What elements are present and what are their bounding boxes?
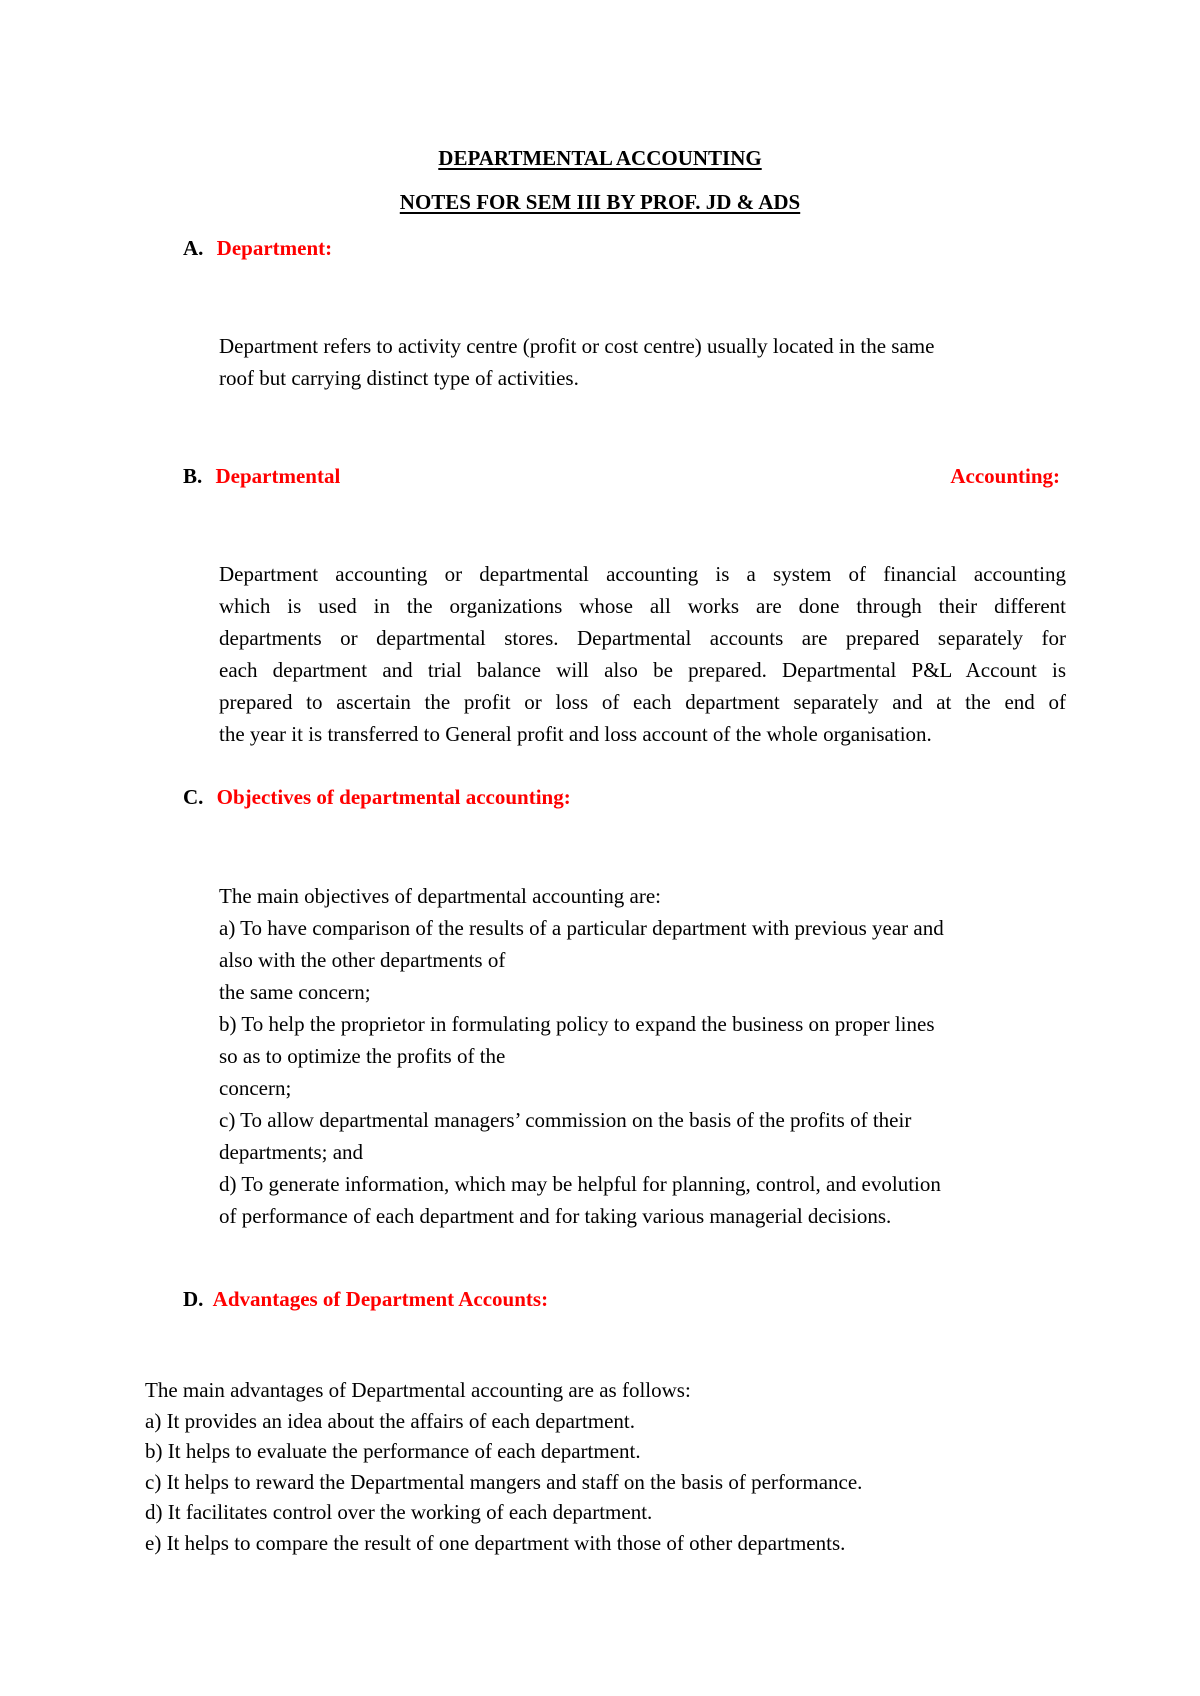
section-c-heading [183, 785, 571, 810]
paragraph-line: prepared to ascertain the profit or loss of each department separately and at the end of [219, 690, 1066, 714]
section-b-marker: B. [183, 464, 203, 488]
section-b-heading [183, 464, 1060, 489]
paragraph-line: roof but carrying distinct type of activities. [219, 366, 579, 390]
paragraph-line: the year it is transferred to General profit and loss account of the whole organisation. [219, 722, 932, 746]
list-item: concern; [219, 1076, 292, 1100]
list-item: the same concern; [219, 980, 371, 1004]
list-item: also with the other departments of [219, 948, 506, 972]
list-item: a) To have comparison of the results of a particular department with previous year and [219, 916, 944, 940]
list-item: b) To help the proprietor in formulating policy to expand the business on proper lines [219, 1012, 935, 1036]
document-title: DEPARTMENTAL ACCOUNTING [438, 146, 762, 170]
list-item: so as to optimize the profits of the [219, 1044, 506, 1068]
section-a-title: Department: [216, 236, 333, 260]
list-item: d) To generate information, which may be helpful for planning, control, and evolution [219, 1172, 941, 1196]
section-b-paragraph [219, 558, 1066, 750]
paragraph-line: departments or departmental stores. Departmental accounts are prepared separately for [219, 626, 1066, 650]
paragraph-line: each department and trial balance will also be prepared. Departmental P&L Account is [219, 658, 1066, 682]
section-d-heading [183, 1287, 548, 1312]
paragraph-line: Department accounting or departmental accounting is a system of financial accounting [219, 562, 1066, 586]
section-a-heading [183, 236, 332, 261]
list-item: of performance of each department and for taking various managerial decisions. [219, 1204, 892, 1228]
section-d-list [145, 1375, 862, 1558]
list-item: b) It helps to evaluate the performance of each department. [145, 1439, 641, 1463]
list-item: c) To allow departmental managers’ commission on the basis of the profits of their [219, 1108, 912, 1132]
section-d-marker: D. [183, 1287, 204, 1311]
list-item: e) It helps to compare the result of one department with those of other departments. [145, 1530, 846, 1555]
list-item: a) It provides an idea about the affairs of each department. [145, 1408, 635, 1433]
paragraph-line: which is used in the organizations whose all works are done through their different [219, 594, 1066, 618]
list-intro: The main advantages of Departmental accounting are as follows: [145, 1378, 691, 1402]
list-item: departments; and [219, 1140, 364, 1164]
section-c-marker: C. [183, 785, 204, 809]
list-item: d) It facilitates control over the working of each department. [145, 1500, 653, 1524]
section-c-title: Objectives of departmental accounting: [216, 785, 571, 809]
section-b-title-right: Accounting: [950, 464, 1060, 488]
document-subtitle: NOTES FOR SEM III BY PROF. JD & ADS [399, 190, 801, 214]
section-a-marker: A. [183, 236, 204, 260]
list-intro: The main objectives of departmental accounting are: [219, 884, 661, 908]
paragraph-line: Department refers to activity centre (profit or cost centre) usually located in the same [219, 334, 935, 358]
list-item: c) It helps to reward the Departmental mangers and staff on the basis of performance. [145, 1469, 863, 1494]
section-b-title-left: Departmental [215, 464, 341, 488]
section-d-title: Advantages of Department Accounts: [212, 1287, 549, 1311]
section-c-list [219, 880, 944, 1232]
section-a-paragraph [219, 330, 934, 394]
